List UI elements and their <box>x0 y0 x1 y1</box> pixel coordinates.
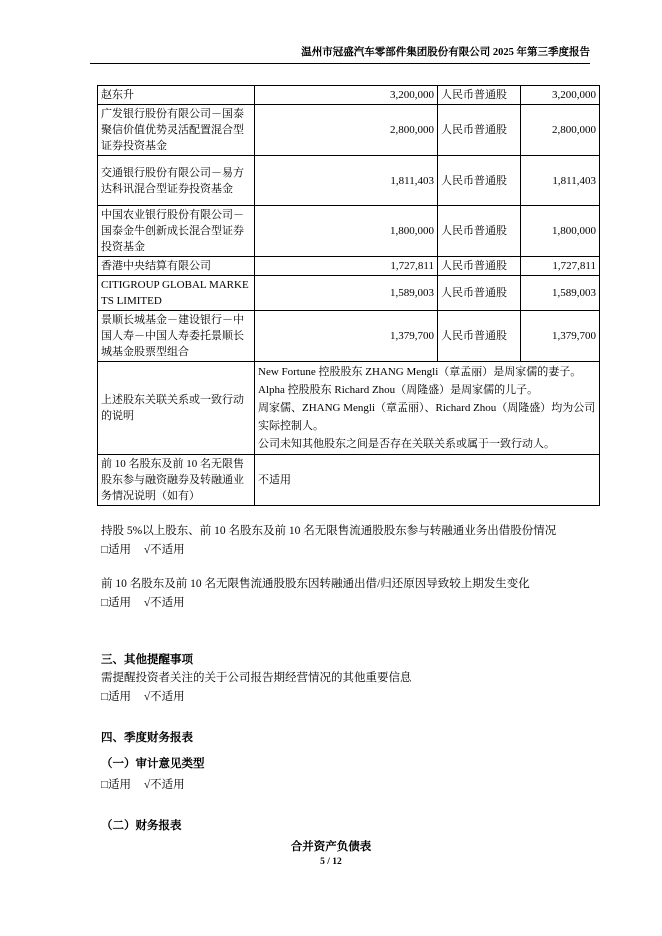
relation-line: New Fortune 控股股东 ZHANG Mengli（章孟丽）是周家儒的妻子。 <box>258 366 582 378</box>
q2-text: 前 10 名股东及前 10 名无限售流通股股东因转融通出借/归还原因导致较上期发生变化 <box>101 578 530 590</box>
shareholder-name: 赵东升 <box>98 86 255 105</box>
share-class: 人民币普通股 <box>438 257 521 276</box>
q1-option-not-applicable: √不适用 <box>143 544 185 556</box>
shareholder-name: 香港中央结算有限公司 <box>98 257 255 276</box>
share-class: 人民币普通股 <box>438 86 521 105</box>
share-class: 人民币普通股 <box>438 156 521 206</box>
share-class-quantity: 2,800,000 <box>521 105 600 156</box>
shares-quantity: 1,727,811 <box>255 257 438 276</box>
subsection-1-title: （一）审计意见类型 <box>101 758 205 770</box>
share-class-quantity: 1,379,700 <box>521 311 600 362</box>
q2-options <box>101 594 185 610</box>
page-number: 5 / 12 <box>320 857 342 867</box>
shareholder-name: 交通银行股份有限公司－易方达科讯混合型证券投资基金 <box>98 156 255 206</box>
shares-quantity: 1,379,700 <box>255 311 438 362</box>
section-3-option-not-applicable: √不适用 <box>143 691 185 703</box>
q2-option-not-applicable: √不适用 <box>143 597 185 609</box>
share-class-quantity: 1,727,811 <box>521 257 600 276</box>
page-header: 温州市冠盛汽车零部件集团股份有限公司 2025 年第三季度报告 <box>90 44 590 64</box>
shareholder-name: 景顺长城基金－建设银行－中国人寿－中国人寿委托景顺长城基金股票型组合 <box>98 311 255 362</box>
relation-line: 公司未知其他股东之间是否存在关联关系或属于一致行动人。 <box>258 438 555 450</box>
share-class-quantity: 1,811,403 <box>521 156 600 206</box>
q1-options <box>101 541 185 557</box>
share-class: 人民币普通股 <box>438 276 521 311</box>
share-class: 人民币普通股 <box>438 311 521 362</box>
relation-description <box>255 362 600 455</box>
shareholder-row <box>98 311 600 362</box>
shareholder-rows <box>98 86 600 506</box>
shareholder-row <box>98 257 600 276</box>
share-class-quantity: 1,589,003 <box>521 276 600 311</box>
subsection-1-option-applicable: □适用 <box>101 779 131 791</box>
shareholder-name: 广发银行股份有限公司－国泰聚信价值优势灵活配置混合型证券投资基金 <box>98 105 255 156</box>
shares-quantity: 3,200,000 <box>255 86 438 105</box>
shareholder-table <box>97 85 600 506</box>
shareholder-row <box>98 276 600 311</box>
subsection-1-options <box>101 776 185 792</box>
q1-text: 持股 5%以上股东、前 10 名股东及前 10 名无限售流通股股东参与转融通业务出借股份情况 <box>101 525 557 537</box>
shareholder-row <box>98 206 600 257</box>
relation-line: 周家儒、ZHANG Mengli（章孟丽）、Richard Zhou（周隆盛）均为公司实际控制人。 <box>258 402 596 432</box>
shares-quantity: 2,800,000 <box>255 105 438 156</box>
subsection-2-title: （二）财务报表 <box>101 820 182 832</box>
shares-quantity: 1,589,003 <box>255 276 438 311</box>
q2-option-applicable: □适用 <box>101 597 131 609</box>
shareholder-name: 中国农业银行股份有限公司－国泰金牛创新成长混合型证券投资基金 <box>98 206 255 257</box>
shareholder-name: CITIGROUP GLOBAL MARKETS LIMITED <box>98 276 255 311</box>
margin-trading-row <box>98 455 600 506</box>
section-3-options <box>101 688 185 704</box>
share-class-quantity: 3,200,000 <box>521 86 600 105</box>
margin-trading-label: 前 10 名股东及前 10 名无限售股东参与融资融券及转融通业务情况说明（如有） <box>98 455 255 506</box>
margin-trading-value: 不适用 <box>255 455 600 506</box>
share-class: 人民币普通股 <box>438 105 521 156</box>
share-class: 人民币普通股 <box>438 206 521 257</box>
shares-quantity: 1,811,403 <box>255 156 438 206</box>
section-4-title: 四、季度财务报表 <box>101 732 193 744</box>
section-3-text: 需提醒投资者关注的关于公司报告期经营情况的其他重要信息 <box>101 672 412 684</box>
balance-sheet-title: 合并资产负债表 <box>290 841 372 853</box>
shares-quantity: 1,800,000 <box>255 206 438 257</box>
section-3-title: 三、其他提醒事项 <box>101 654 193 666</box>
share-class-quantity: 1,800,000 <box>521 206 600 257</box>
relation-line: Alpha 控股股东 Richard Zhou（周隆盛）是周家儒的儿子。 <box>258 384 539 396</box>
shareholder-row <box>98 156 600 206</box>
shareholder-row <box>98 105 600 156</box>
relation-label: 上述股东关联关系或一致行动的说明 <box>98 362 255 455</box>
shareholder-row <box>98 86 600 105</box>
section-3-option-applicable: □适用 <box>101 691 131 703</box>
q1-option-applicable: □适用 <box>101 544 131 556</box>
subsection-1-option-not-applicable: √不适用 <box>143 779 185 791</box>
relation-row <box>98 362 600 455</box>
